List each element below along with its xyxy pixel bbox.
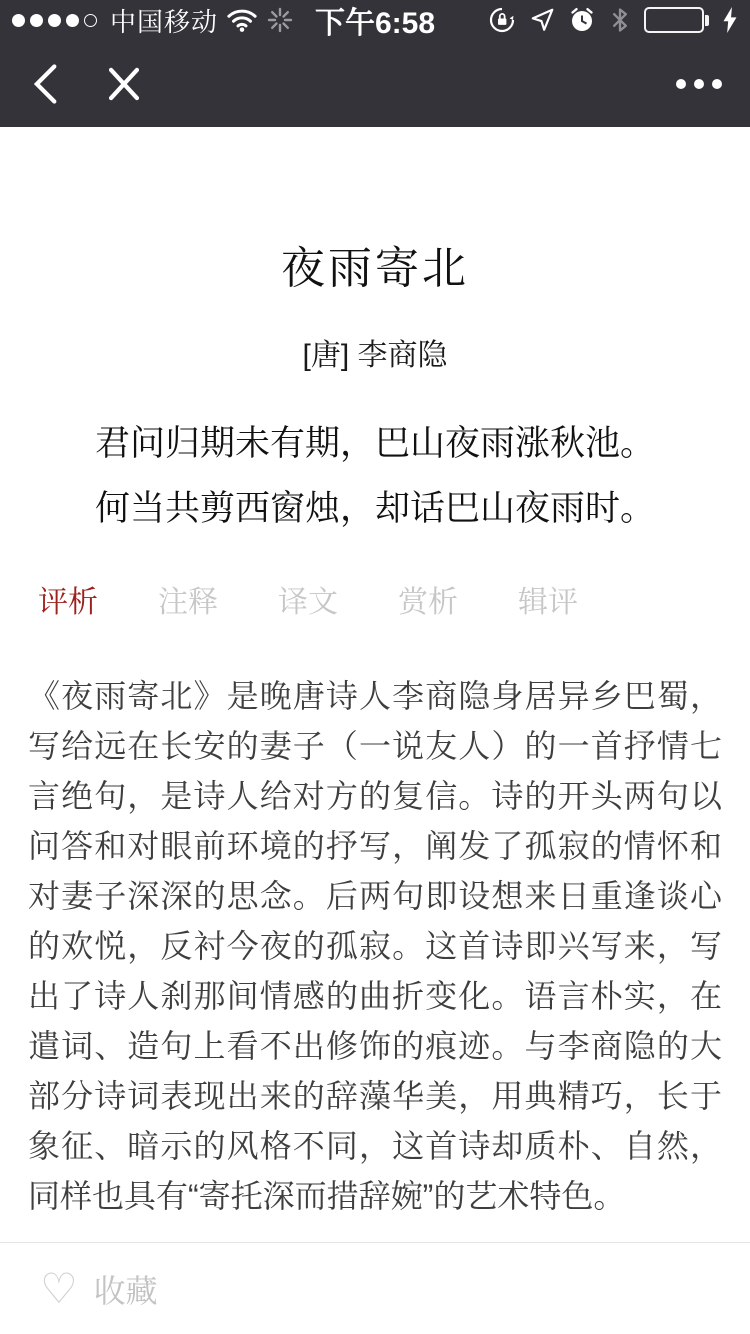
more-button[interactable] — [676, 79, 722, 89]
poem-line: 君问归期未有期，巴山夜雨涨秋池。 — [94, 424, 655, 463]
wifi-icon — [227, 8, 257, 32]
cellular-signal-icon — [12, 14, 97, 27]
location-arrow-icon — [529, 7, 555, 33]
network-activity-icon — [266, 6, 294, 34]
heart-icon[interactable]: ♡ — [40, 1264, 78, 1312]
tab-pingxi[interactable]: 评析 — [38, 586, 98, 619]
bluetooth-icon — [609, 6, 631, 34]
status-right — [488, 6, 738, 34]
battery-icon — [644, 7, 709, 33]
carrier-label: 中国移动 — [110, 6, 219, 37]
favorite-bar — [0, 1242, 750, 1334]
top-bar — [0, 0, 750, 127]
status-left — [12, 2, 294, 39]
favorite-label[interactable]: 收藏 — [93, 1272, 158, 1309]
section-tabs — [0, 587, 750, 619]
poem-title: 夜雨寄北 — [281, 244, 469, 293]
tab-jiping[interactable]: 辑评 — [518, 586, 578, 619]
nav-bar — [0, 40, 750, 127]
tab-yiwen[interactable]: 译文 — [278, 586, 338, 619]
poem-page — [0, 245, 750, 1221]
back-button[interactable] — [30, 63, 60, 105]
tab-zhushi[interactable]: 注释 — [158, 586, 218, 619]
status-bar — [0, 0, 750, 40]
alarm-clock-icon — [568, 6, 596, 34]
commentary-text: 《夜雨寄北》是晚唐诗人李商隐身居异乡巴蜀，写给远在长安的妻子（一说友人）的一首抒情七言绝句，是诗人给对方的复信。诗的开头两句以问答和对眼前环境的抒写，阐发了孤寂的情怀和对妻子深深的思念。后两句即设想来日重逢谈心的欢悦，反衬今夜的孤寂。这首诗即兴写来，写出了诗人刹那间情感的曲折变化。语言朴实，在遣词、造句上看不出修饰的痕迹。与李商隐的大部分诗词表现出来的辞藻华美，用典精巧，长于象征、暗示的风格不同，这首诗却质朴、自然，同样也具有“寄托深而措辞婉”的艺术特色。 — [28, 678, 722, 1214]
poem-line: 何当共剪西窗烛，却话巴山夜雨时。 — [94, 489, 655, 528]
charging-bolt-icon — [722, 7, 738, 33]
poem-verse — [0, 425, 750, 527]
close-button[interactable] — [106, 64, 142, 104]
clock: 下午6:58 — [314, 7, 436, 40]
tab-shangxi[interactable]: 赏析 — [398, 586, 458, 619]
orientation-lock-icon — [488, 6, 516, 34]
poem-author: [唐] 李商隐 — [302, 339, 448, 372]
